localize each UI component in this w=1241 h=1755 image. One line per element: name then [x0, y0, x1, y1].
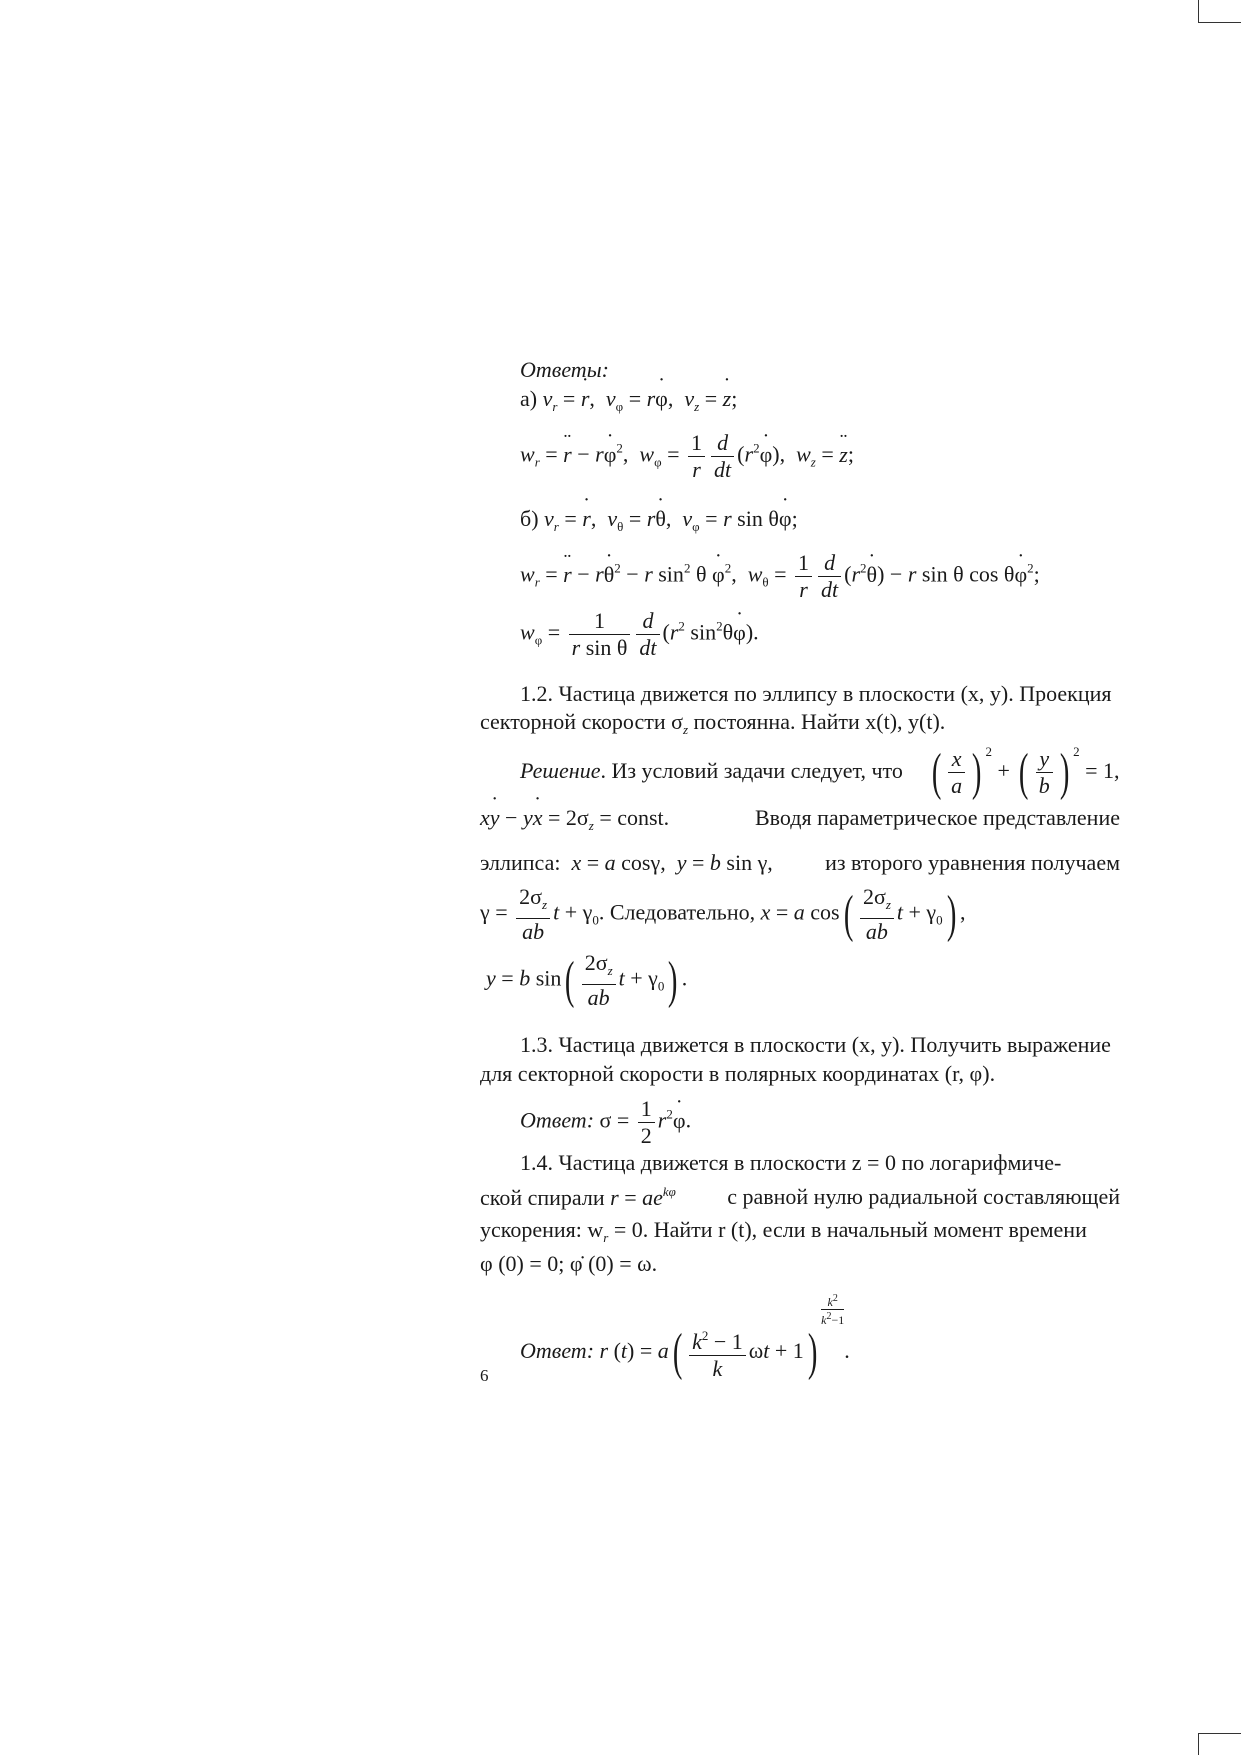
crop-mark-top-right-h	[1198, 22, 1241, 23]
answers-heading: Ответы:	[520, 357, 609, 382]
problem-1-2-line2-text: секторной скорости σ	[480, 709, 683, 734]
answer-a-accelerations: $w_r$ = ¨ r − r˙ $\varphi^2$, $w_\varphi$ = $\frac{1}{r}$ $\frac{d}{dt}$ ($r^2˙$ φ), $w_z$ = ¨ z;	[520, 430, 854, 483]
problem-1-2-line2-end: постоянна. Найти x(t), y(t).	[688, 709, 946, 734]
answer-a-velocities: а) $v_r$ = ˙ r, $v_\varphi$ = r˙ φ, $v_z$ = ˙ z;	[520, 386, 737, 415]
answer-b-label: б)	[520, 506, 539, 531]
solution-text: . Из условий задачи следует, что	[600, 758, 903, 783]
solution-line2: x˙ y − y˙ $x = 2\sigma_z$ = const. Вводя параметрическое представление	[480, 805, 1120, 834]
crop-mark-bottom-right-h	[1198, 1733, 1241, 1734]
answer-label-1-4: Ответ:	[520, 1338, 595, 1363]
answer-b-velocities: б) $v_r$ = ˙ r, $v_\theta$ = r˙ θ, $v_\varphi = r$ sin θ˙ φ;	[520, 506, 798, 535]
solution-line4: γ = $\frac{2\sigma_z}{ab}$ $t + \gamma_0$. Следовательно, x = a cos( $\frac{2\sigma_z}{ab}$ $t + \gamma_0$) ,	[480, 884, 966, 944]
problem-1-3-line1: 1.3. Частица движется в плоскости (x, y). Получить выражение	[520, 1032, 1111, 1057]
sigma-subscript: z	[682, 722, 689, 737]
answer-b-accelerations: $w_r$ = ¨ r − r˙ $\theta^2 - r$ $\sin^2 \theta$ ˙ $\varphi^2$, $w_\theta$ = $\frac{1}{r}$ $\frac{d}{dt}$ ($r^2˙$ θ) − r sin θ cos θ˙ $\varphi^2$;	[520, 550, 1040, 603]
problem-1-4-line2-tail: с равной нулю радиальной составляющей	[727, 1184, 1120, 1209]
problem-1-3-line2: для секторной скорости в полярных координатах (r, φ).	[480, 1061, 996, 1086]
problem-1-4-line3-head: ускорения: w	[480, 1217, 604, 1242]
problem-1-4-answer: Ответ: r (t) = a( $\frac{k^2 - 1}{k}$ ωt + 1) $\frac{k^2}{k^2-1}$ .	[520, 1293, 850, 1382]
solution-line3: эллипса: x = a cosγ, y = b sin γ, из второго уравнения получаем	[480, 850, 1120, 875]
answer-a-label: а)	[520, 386, 538, 411]
solution-line2-tail: Вводя параметрическое представление	[755, 805, 1120, 830]
problem-1-3-answer: Ответ: σ = $\frac{1}{2}$ $r^2˙$ φ.	[520, 1096, 691, 1149]
problem-1-4-line3-tail: = 0. Найти r (t), если в начальный момент времени	[613, 1217, 1087, 1242]
problem-1-4-line2-head: ской спирали	[480, 1185, 605, 1210]
problem-1-4-line1: 1.4. Частица движется в плоскости z = 0 по логарифмиче-	[520, 1150, 1062, 1175]
answer-label-1-3: Ответ:	[520, 1107, 595, 1133]
solution-line1: Решение. Из условий задачи следует, что ( $\frac{x}{a}$ ) $^2$ + ( $\frac{y}{b}$ ) $^2$ = 1,	[520, 743, 1120, 801]
page-number: 6	[480, 1366, 489, 1385]
problem-1-2-line2	[480, 709, 945, 738]
crop-mark-bottom-right	[1198, 1733, 1199, 1755]
crop-mark-top-right	[1198, 0, 1199, 22]
solution-label: Решение	[520, 758, 601, 783]
answer-b-w-phi: $w_\varphi$ = $\frac{1}{\text{r sin θ}}$ $\frac{d}{dt}$ ($r^2$ $\sin^2\theta˙$ φ).	[520, 608, 759, 661]
problem-1-2-line1: 1.2. Частица движется по эллипсу в плоскости (x, y). Проекция	[520, 681, 1112, 706]
problem-1-4-line3: ускорения: $w_r = 0$. Найти r (t), если в начальный момент времени	[480, 1217, 1087, 1245]
problem-1-4-line2: ской спирали $r = ae^{k\varphi}$ с равной нулю радиальной составляющей	[480, 1184, 1120, 1210]
solution-line3-head: эллипса:	[480, 850, 561, 875]
problem-1-4-line4: φ (0) = 0; φ̇ (0) = ω.	[480, 1251, 658, 1276]
solution-line3-mid: из второго уравнения получаем	[825, 850, 1120, 875]
solution-line5: y = b sin( $\frac{2\sigma_z}{ab}$ $t + \gamma_0$) .	[486, 950, 688, 1010]
solution-line4-text: Следовательно,	[609, 899, 756, 925]
